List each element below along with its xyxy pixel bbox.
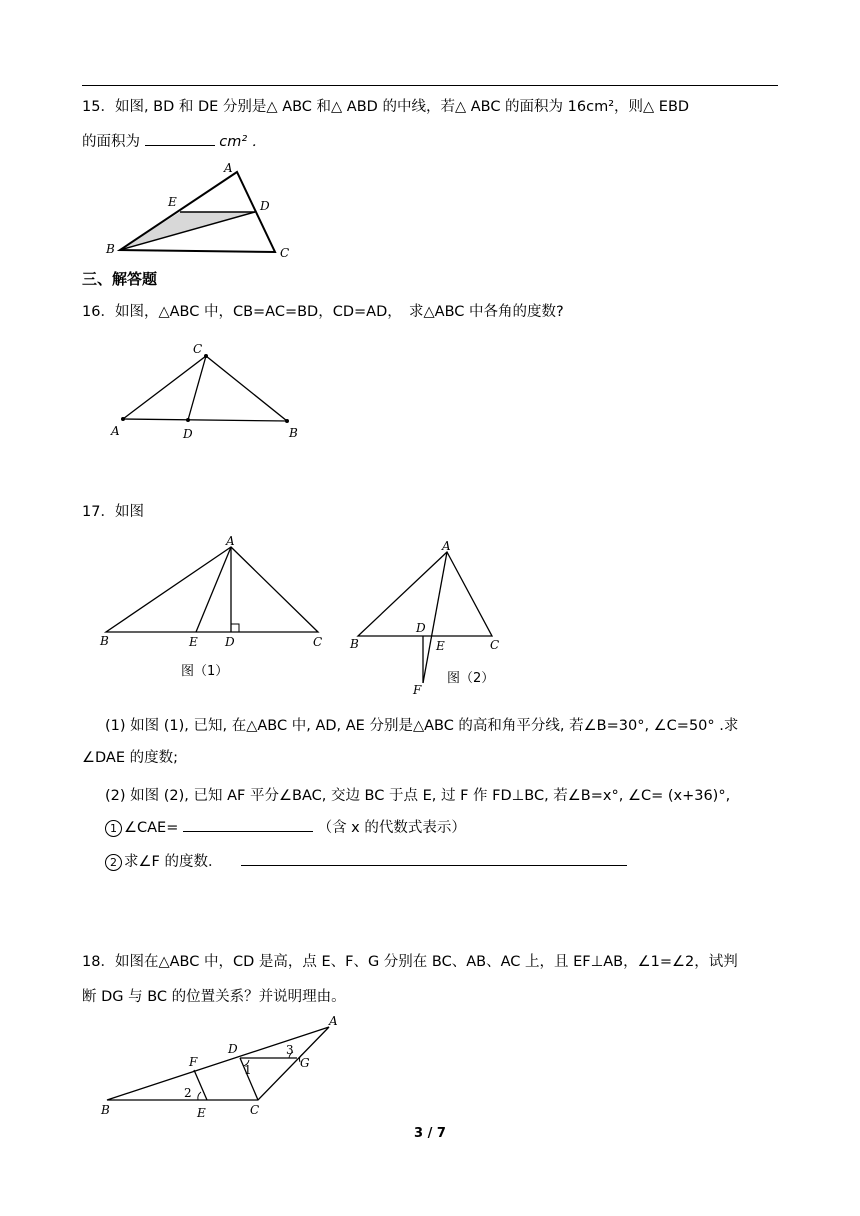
q18-segment-ef: [194, 1070, 207, 1100]
q15-label-c: C: [280, 246, 290, 260]
q16-point-c: [204, 354, 208, 358]
q17-part1-line1: (1) 如图 (1), 已知, 在△ABC 中, AD, AE 分别是△ABC 的高和角平分线, 若∠B=30°, ∠C=50° .求: [105, 718, 739, 734]
q17-figure-2: [349, 539, 499, 697]
q18-label-f: F: [189, 1055, 198, 1069]
q15-label-d: D: [260, 199, 270, 213]
q17-fig1-bisector-ae: [196, 547, 231, 632]
q16-point-d: [186, 418, 190, 422]
q18-label-angle-3: 3: [286, 1043, 294, 1057]
q18-label-g: G: [300, 1056, 310, 1070]
q17-figure-1: [99, 534, 322, 679]
q15-label-a: A: [224, 161, 233, 175]
q17-fig1-label-a: A: [226, 534, 235, 548]
q17-fig2-label-b: B: [350, 637, 359, 651]
q15-prefix: 的面积为: [82, 134, 140, 150]
q17-fig2-label-d: D: [416, 621, 426, 635]
q17-sub2-answer-blank[interactable]: [241, 864, 627, 866]
q18-label-angle-1: 1: [244, 1063, 252, 1077]
q16-triangle-abc: [123, 356, 287, 421]
q17-part2-line: (2) 如图 (2), 已知 AF 平分∠BAC, 交边 BC 于点 E, 过 F 作 FD⊥BC, 若∠B=x°, ∠C= (x+36)°,: [105, 788, 731, 804]
q17-sub2-text: 求∠F 的度数．: [124, 854, 223, 870]
q17-sub2-number: 2: [105, 854, 122, 871]
q18-text-line2: 断 DG 与 BC 的位置关系？并说明理由。: [82, 989, 346, 1005]
q18-label-d: D: [228, 1042, 238, 1056]
q17-sub1: [105, 816, 466, 837]
q15-label-b: B: [106, 242, 115, 256]
q17-fig2-caption: 图（2）: [447, 671, 495, 686]
q17-fig1-label-e: E: [189, 635, 198, 649]
q16-text: 16．如图，△ABC 中，CB=AC=BD，CD=AD， 求△ABC 中各角的度数?: [82, 304, 564, 320]
q15-figure: [105, 161, 289, 260]
q17-sub1-number: 1: [105, 820, 122, 837]
q18-label-e: E: [197, 1106, 206, 1120]
q16-label-c: C: [193, 342, 203, 356]
q16-label-b: B: [289, 426, 298, 440]
q15-label-e: E: [168, 195, 177, 209]
q16-point-b: [285, 419, 289, 423]
q18-text-line1: 18．如图在△ABC 中，CD 是高，点 E、F、G 分别在 BC、AB、AC 上，且 EF⊥AB，∠1=∠2，试判: [82, 954, 738, 970]
q16-segment-cd: [188, 356, 206, 420]
q18-label-angle-2: 2: [184, 1086, 192, 1100]
q15-suffix: cm² ．: [219, 134, 267, 150]
q16-label-d: D: [183, 427, 193, 441]
q17-sub1-answer-blank[interactable]: [183, 830, 313, 832]
q17-sub2: [105, 850, 627, 871]
q17-fig1-caption: 图（1）: [181, 664, 229, 679]
q18-angle-2-arc: [198, 1092, 201, 1100]
q15-text-line1: 15．如图, BD 和 DE 分别是△ ABC 和△ ABD 的中线，若△ ABC 的面积为 16cm²，则△ EBD: [82, 99, 690, 115]
q17-fig1-triangle: [106, 547, 318, 632]
q18-label-a: A: [329, 1014, 338, 1028]
q18-figure: [100, 1014, 338, 1120]
q17-fig1-label-c: C: [313, 635, 323, 649]
q16-point-a: [121, 417, 125, 421]
q18-label-c: C: [250, 1103, 260, 1117]
q17-fig1-label-d: D: [225, 635, 235, 649]
q16-label-a: A: [111, 424, 120, 438]
q17-fig1-label-b: B: [100, 634, 109, 648]
q17-fig2-label-c: C: [490, 638, 500, 652]
page-number: 3 / 7: [414, 1126, 446, 1141]
q17-fig1-right-angle-mark: [231, 624, 239, 632]
q16-figure: [110, 342, 298, 441]
q17-title: 17．如图: [82, 504, 144, 520]
q18-triangle-abc: [107, 1027, 329, 1100]
q17-sub1-text: ∠CAE=: [124, 820, 179, 836]
q17-sub1-hint: （含 x 的代数式表示）: [317, 820, 466, 836]
q18-label-b: B: [101, 1103, 110, 1117]
q17-fig2-label-a: A: [442, 539, 451, 553]
q17-fig2-label-e: E: [436, 639, 445, 653]
q17-fig2-label-f: F: [413, 683, 422, 697]
section-heading: 三、解答题: [82, 270, 158, 288]
q17-part1-line2: ∠DAE 的度数;: [82, 750, 178, 766]
